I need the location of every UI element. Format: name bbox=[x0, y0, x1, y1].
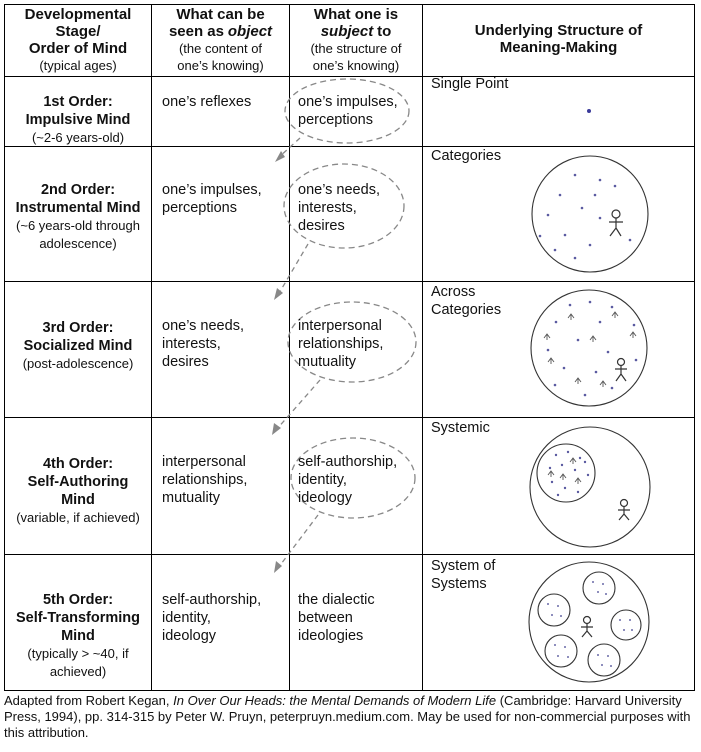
attribution-caption: Adapted from Robert Kegan, In Over Our Heads: the Mental Demands of Modern Life (Cambridge: Harvard University Press, 1994), pp. 314-315 by Peter W. Pruyn, peterpruyn.medium.com. May be used for non-commercial purposes with this attribution. bbox=[4, 693, 691, 740]
row-3-structure: Across Categories bbox=[431, 284, 502, 318]
row-3-stage: 3rd Order: Socialized Mind (post-adolescence) bbox=[22, 320, 134, 371]
row-1-object: one’s reflexes bbox=[162, 94, 252, 110]
row-4-object: interpersonal relationships, mutuality bbox=[162, 454, 248, 506]
row-1-stage: 1st Order: Impulsive Mind (~2-6 years-old) bbox=[25, 94, 131, 145]
row-2-subject: one’s needs, interests, desires bbox=[298, 182, 380, 234]
arrow-4 bbox=[278, 515, 318, 568]
row-1-structure: Single Point bbox=[431, 76, 509, 92]
single-point-dot bbox=[587, 109, 591, 113]
categories-diagram bbox=[532, 156, 648, 272]
header-object: What can be seen as object (the content of one’s knowing) bbox=[168, 6, 273, 73]
row-1-subject: one’s impulses, perceptions bbox=[298, 94, 398, 128]
header-subject: What one is subject to (the structure of one’s knowing) bbox=[310, 6, 402, 73]
row-3-subject: interpersonal relationships, mutuality bbox=[298, 318, 384, 370]
row-4-structure: Systemic bbox=[431, 420, 490, 436]
across-categories-diagram bbox=[531, 290, 647, 406]
person-figure bbox=[609, 210, 623, 236]
arrow-3 bbox=[276, 380, 320, 430]
arrow-2 bbox=[278, 244, 308, 295]
row-5-structure: System of Systems bbox=[431, 558, 496, 592]
systemic-diagram bbox=[530, 427, 650, 547]
row-4-stage: 4th Order: Self-Authoring Mind (variable, if achieved) bbox=[16, 456, 140, 525]
row-5-subject: the dialectic between ideologies bbox=[298, 592, 375, 644]
row-3-object: one’s needs, interests, desires bbox=[162, 318, 244, 370]
row-2-stage: 2nd Order: Instrumental Mind (~6 years-old through adolescence) bbox=[15, 182, 141, 251]
row-2-structure: Categories bbox=[431, 148, 502, 164]
row-2-object: one’s impulses, perceptions bbox=[162, 182, 262, 216]
row-5-object: self-authorship, identity, ideology bbox=[162, 592, 262, 644]
header-stage: Developmental Stage/ Order of Mind (typical ages) bbox=[24, 6, 132, 73]
row-4-subject: self-authorship, identity, ideology bbox=[298, 454, 398, 506]
header-structure: Underlying Structure of Meaning-Making bbox=[474, 22, 643, 56]
row-5-stage: 5th Order: Self-Transforming Mind (typically > ~40, if achieved) bbox=[15, 592, 141, 679]
